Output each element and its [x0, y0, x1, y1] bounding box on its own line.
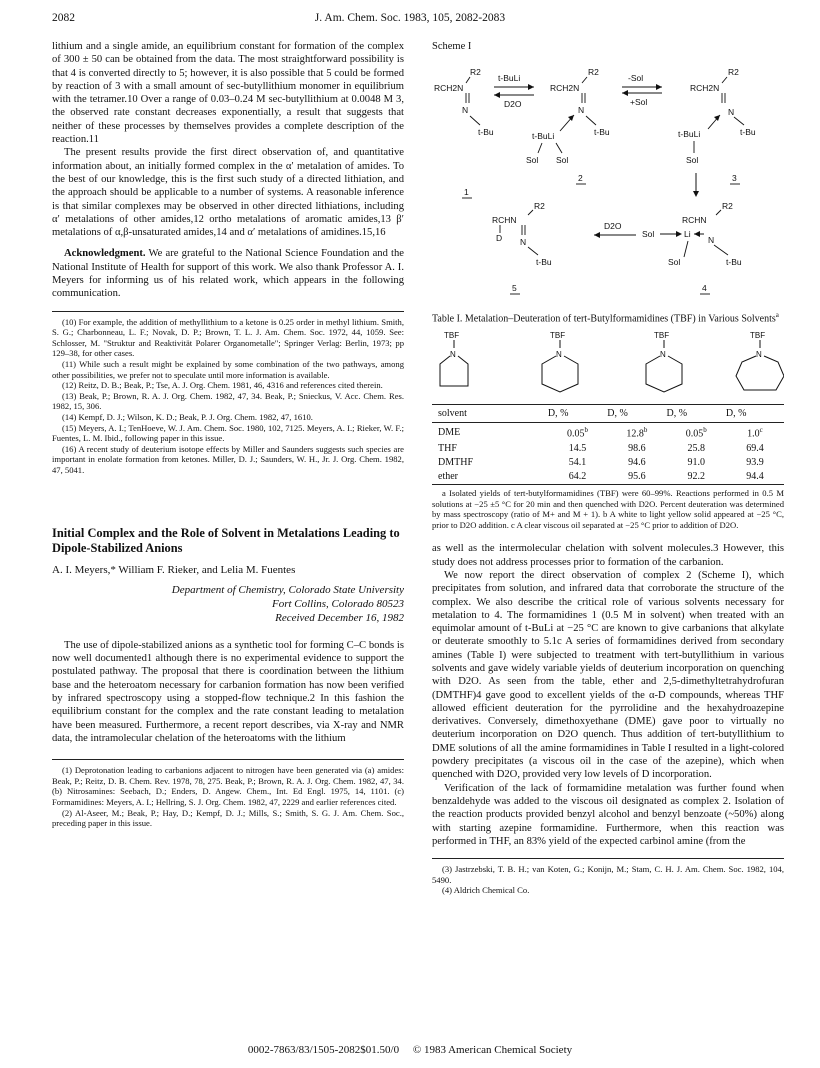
article-title: Initial Complex and the Role of Solvent in Metalations Leading to Dipole-Stabilized Anions — [52, 525, 400, 555]
journal-header: J. Am. Chem. Soc. 1983, 105, 2082-2083 — [314, 12, 506, 24]
scheme-r2: R2 — [722, 201, 733, 212]
table-header: solvent — [432, 405, 548, 423]
table-cell: ether — [432, 470, 548, 485]
table-header: D, % — [548, 405, 607, 423]
table-cell: 93.9 — [746, 456, 764, 468]
table-cell: 54.1 — [568, 456, 587, 468]
footnote: (13) Beak, P.; Brown, R. A. J. Org. Chem. 1982, 47, 34. Beak, P.; Snieckus, V. Acc. Chem. Res. 1982, 15, 306. — [52, 390, 404, 412]
paragraph: as well as the intermolecular chelation with solvent molecules.3 However, this study does not address processes prior to formation of the carbanion. — [432, 543, 784, 568]
table-header: D, % — [726, 405, 784, 423]
ack-text: We are grateful to the National Science Foundation and the National Institute of Health for support of this work. We also thank Professor A. I. Meyers for informing us of his related work, which appears in the following communication. — [52, 248, 404, 300]
table-cell — [667, 423, 726, 441]
article-code: 0002-7863/83/1505-2082$01.50/0 — [247, 1044, 400, 1056]
footnote-mark: a — [775, 311, 779, 320]
footnote-mark: b — [584, 425, 589, 434]
tbf-label: TBF — [654, 331, 670, 341]
scheme-tbuli: t-BuLi — [532, 131, 555, 142]
footnote: (1) Deprotonation leading to carbanions adjacent to nitrogen have been generated via (a) amides: Beak, P.; Reitz, D. B. Chem. Rev. 1978, 78, 275. Beak, P.; Brown, R. A. J. Org. Chem. 1982, 47, 34. (b) Nitrosamines: Seebach, D.; Enders, D. Angew. Chem., Int. Ed Engl. 1975, 14, 1101. (c) Formamidines: Meyers, A. I.; Hellring, S. J. Org. Chem. 1982, 47, 2229 and earlier references cited. — [52, 765, 404, 807]
scheme-minus-sol: -Sol — [628, 73, 644, 84]
scheme-plus-sol: +Sol — [630, 97, 648, 108]
table-header: D, % — [667, 405, 726, 423]
scheme-title: Scheme I — [432, 41, 472, 52]
footnote-mark: b — [643, 425, 648, 434]
table-cell: 64.2 — [548, 470, 607, 485]
table-row — [432, 470, 784, 485]
table-cell — [548, 423, 607, 441]
footnote: (12) Reitz, D. B.; Beak, P.; Tse, A. J. Org. Chem. 1981, 46, 4316 and references cited therein. — [62, 380, 383, 391]
scheme-tbuli: t-BuLi — [498, 73, 521, 84]
footnote-rule — [432, 858, 784, 859]
paragraph: We now report the direct observation of complex 2 (Scheme I), which precipitates from solution, and infrared data that corroborate the structure of the complex. We also describe the critical role of various solvents necessary for metalation to 4. The formamidines 1 (0.5 M in solvent) when treated with an equimolar amount of t-BuLi at −25 °C are known to give carbanions that alkylate or deuterate smoothly to 5.1c A series of formamidines derived from secondary amines (Table I) were subjected to treatment with tert-butyllithium in various solvents and gave widely variable yields of deuterium incorporation on quenching with D2O. As seen from the table, ether and 2,5-dimethyltetrahydrofuran (DMTHF)4 gave good to excellent yields of the α-D compounds, whereas THF allowed efficient deuteration for the pyrrolidine and the hexahydroazepine derivatives. Conversely, dimethoxyethane (DME) gave poor to virtually no deuterium incorporation on D2O quench. Thus addition of tert-butyllithium to DME solutions of all the amine formamidines in Table I resulted in a light-colored powdery precipitates (a viscous oil in the case of the azepine), which when quenched with D2O, provided very low levels of D incorporation. — [432, 569, 784, 781]
table-cell: 94.6 — [628, 456, 646, 468]
compound-label-2: 2 — [578, 173, 583, 184]
scheme-n: N — [708, 235, 715, 246]
tbf-label: TBF — [750, 331, 766, 341]
table-cell — [726, 423, 784, 441]
paragraph: lithium and a single amide, an equilibrium constant for formation of the complex of 300 ± 50 can be obtained from the data. The most straightforward possibility is that 4 is converted directly to 5; however, it is also possible that 5 could be formed by reaction of 3 with a small amount of sec-butyllithium monomer in equilibrium with the tetramer.10 Over a range of 0.03–0.24 M sec-butyllithium at 0.0048 M 3, the observed rate constant decreases exponentially, a result that suggests that neither of these processes by themselves provides a complete description of the reaction.11 — [52, 41, 404, 146]
scheme-rchn: RCHN — [492, 215, 517, 226]
amine-structures — [432, 326, 784, 398]
scheme-n: N — [578, 105, 585, 116]
table-caption-text: Table I. Metalation–Deuteration of tert-Butylformamidines (TBF) in Various Solvents — [432, 313, 776, 325]
footnote-rule — [52, 759, 404, 760]
footnote-rule — [52, 311, 404, 312]
compound-label-1: 1 — [464, 187, 469, 198]
footnote: (16) A recent study of deuterium isotope effects by Miller and Saunders suggests such species are important in enolate formation from ketones. Miller, D. J.; Saunders, W. H., Jr. J. Org. Chem. 1982, 47, 5041. — [52, 443, 404, 475]
scheme-tbu: t-Bu — [536, 257, 552, 268]
scheme-tbu: t-Bu — [726, 257, 742, 268]
table-cell — [607, 423, 666, 441]
scheme-n: N — [520, 237, 527, 248]
scheme-r2: R2 — [588, 67, 599, 78]
tbf-label: TBF — [550, 331, 566, 341]
scheme-d: D — [496, 233, 503, 244]
scheme-sol: Sol — [686, 155, 699, 166]
page-number: 2082 — [52, 12, 75, 24]
table-footnote: a Isolated yields of tert-butylformamidines (TBF) were 60–99%. Reactions performed in 0.5 M solutions at −25 ±5 °C for 20 min and then quenched with D2O. Percent deuteration was determined by mass spectroscopy (ratio of M+ and M + 1). b A white to light yellow solid appeared at −25 °C, prior to D2O addition. c A clear viscous oil separated at −25 °C prior to addition of D2O. — [432, 487, 784, 530]
scheme-rch2n: RCH2N — [550, 83, 580, 94]
ring-n: N — [660, 350, 666, 360]
table-cell: DME — [438, 426, 461, 438]
scheme-tbu: t-Bu — [594, 127, 610, 138]
scheme-r2: R2 — [534, 201, 545, 212]
scheme-r2: R2 — [470, 67, 481, 78]
table-header: D, % — [607, 405, 666, 423]
table-cell: 14.5 — [568, 442, 587, 454]
footnotes-lower — [52, 765, 404, 829]
scheme-tbu: t-Bu — [740, 127, 756, 138]
footnote: (10) For example, the addition of methyllithium to a ketone is 0.25 order in methyl lithium. Smith, S. G.; Charbonneau, L. F.; Novak, D. P.; Brown, T. L. J. Am. Chem. Soc. 1972, 44, 1059. See: Schlosser, M. "Struktur and Reaktivität Polarer Organometalle"; Springer Verlag: Berlin, 1973; pp 129–38, for other cases. — [52, 316, 404, 359]
cell-value: 0.05 — [685, 428, 704, 440]
affiliation-line: Fort Collins, Colorado 80523 — [271, 597, 404, 610]
compound-label-3: 3 — [732, 173, 737, 184]
scheme-tbu: t-Bu — [478, 127, 494, 138]
footnote: (11) While such a result might be explained by some combination of the two pathways, among other possibilities, we prefer not to speculate until more information is available. — [52, 359, 404, 380]
scheme-r2: R2 — [728, 67, 739, 78]
table-header-row — [432, 405, 784, 423]
table-row — [432, 441, 784, 455]
cell-value: 12.8 — [626, 428, 644, 440]
footnotes-upper — [52, 317, 404, 476]
ack-label: Acknowledgment. — [64, 248, 146, 260]
acknowledgment — [52, 247, 404, 300]
copyright: © 1983 American Chemical Society — [412, 1044, 573, 1056]
affiliation-line: Department of Chemistry, Colorado State University — [171, 583, 404, 596]
footnote-mark: b — [703, 425, 707, 434]
footnote: (3) Jastrzebski, T. B. H.; van Koten, G.; Konijn, M.; Stam, C. H. J. Am. Chem. Soc. 1982, 104, 5490. — [432, 864, 784, 885]
table-cell: 91.0 — [687, 456, 705, 468]
ring-n: N — [450, 350, 456, 360]
paragraph: The present results provide the first direct observation of, and quantitative information about, an initially formed complex in the α′ metalation of amides. To the best of our knowledge, this is the first such study of a directed lithiation, and the approach should be applicable to a number of systems. A reasonable inference is that similar complexes may be observed in other directed lithiations, including α′ metalations of other amides,12 ortho metalations of aromatic amides,13 β′ metalations of α,β-unsaturated amides,14 and α′ metalations of amidines.15,16 — [52, 147, 404, 239]
table-row — [432, 423, 784, 441]
scheme-sol: Sol — [642, 229, 655, 240]
reaction-scheme — [432, 53, 784, 305]
table-cell: DMTHF — [438, 456, 474, 468]
footnote: (2) Al-Aseer, M.; Beak, P.; Hay, D.; Kempf, D. J.; Mills, S.; Smith, S. G. J. Am. Chem. Soc., preceding paper in this issue. — [52, 807, 404, 829]
scheme-rchn: RCHN — [682, 215, 707, 226]
table-cell: 98.6 — [628, 442, 646, 454]
table-cell: 95.6 — [607, 470, 666, 485]
table-cell: 69.4 — [746, 442, 764, 454]
affiliation — [52, 583, 404, 625]
left-column — [52, 40, 404, 829]
scheme-d2o: D2O — [504, 99, 522, 110]
ring-n: N — [756, 350, 762, 360]
scheme-n: N — [462, 105, 469, 116]
table-cell: 25.8 — [687, 442, 705, 454]
scheme-tbuli: t-BuLi — [678, 129, 701, 140]
table-cell: 92.2 — [667, 470, 726, 485]
cell-value: 1.0 — [747, 428, 760, 440]
scheme-sol: Sol — [526, 155, 539, 166]
table-caption — [432, 309, 784, 326]
footnote-mark: c — [759, 425, 763, 434]
ring-n: N — [556, 350, 562, 360]
scheme-rch2n: RCH2N — [434, 83, 464, 94]
scheme-rch2n: RCH2N — [690, 83, 720, 94]
scheme-n: N — [728, 107, 735, 118]
scheme-d2o: D2O — [604, 221, 622, 232]
right-column — [432, 40, 784, 896]
table-cell: THF — [438, 442, 457, 454]
cell-value: 0.05 — [567, 428, 585, 440]
deuteration-table — [432, 404, 784, 485]
authors: A. I. Meyers,* William F. Rieker, and Lelia M. Fuentes — [52, 563, 296, 576]
paragraph: The use of dipole-stabilized anions as a synthetic tool for forming C–C bonds is now well documented1 although there is no experimental evidence to support the postulated pathway. The proposal that there is coordination between the lithium base and the heteroatom necessary for carbanion formation has now been verified by infrared spectroscopy using a stopped-flow technique.2 In this fashion the equilibrium constant for the complex and the rate constant leading to metalation have been measured. Furthermore, a recent report describes, via X-ray and NMR data, the intramolecular chelation of the heteroatoms with the lithium — [52, 639, 404, 744]
footnote: (14) Kempf, D. J.; Wilson, K. D.; Beak, P. J. Org. Chem. 1982, 47, 1610. — [62, 411, 313, 422]
tbf-label: TBF — [444, 331, 460, 341]
received-date: Received December 16, 1982 — [275, 611, 404, 624]
footnote: (4) Aldrich Chemical Co. — [442, 885, 530, 896]
scheme-sol: Sol — [668, 257, 681, 268]
table-row — [432, 455, 784, 469]
paragraph: Verification of the lack of formamidine metalation was further found when benzaldehyde was added to the viscous oil designated as complex 2. Isolation of the reaction products provided benzyl alcohol and benzyl benzoate (~50%) along with starting azepine formamidine. Furthermore, when this reaction was performed in THF, an 83% yield of the expected carbinol amine (from the — [432, 782, 784, 847]
table-cell: 94.4 — [726, 470, 784, 485]
footnote: (15) Meyers, A. I.; TenHoeve, W. J. Am. Chem. Soc. 1980, 102, 7125. Meyers, A. I.; Rieker, W. F.; Fuentes, L. M. Ibid., following paper in this issue. — [52, 422, 404, 444]
compound-label-5: 5 — [512, 283, 517, 294]
page-footer — [0, 1044, 820, 1056]
scheme-sol: Sol — [556, 155, 569, 166]
scheme-li: Li — [684, 229, 691, 240]
compound-label-4: 4 — [702, 283, 707, 294]
